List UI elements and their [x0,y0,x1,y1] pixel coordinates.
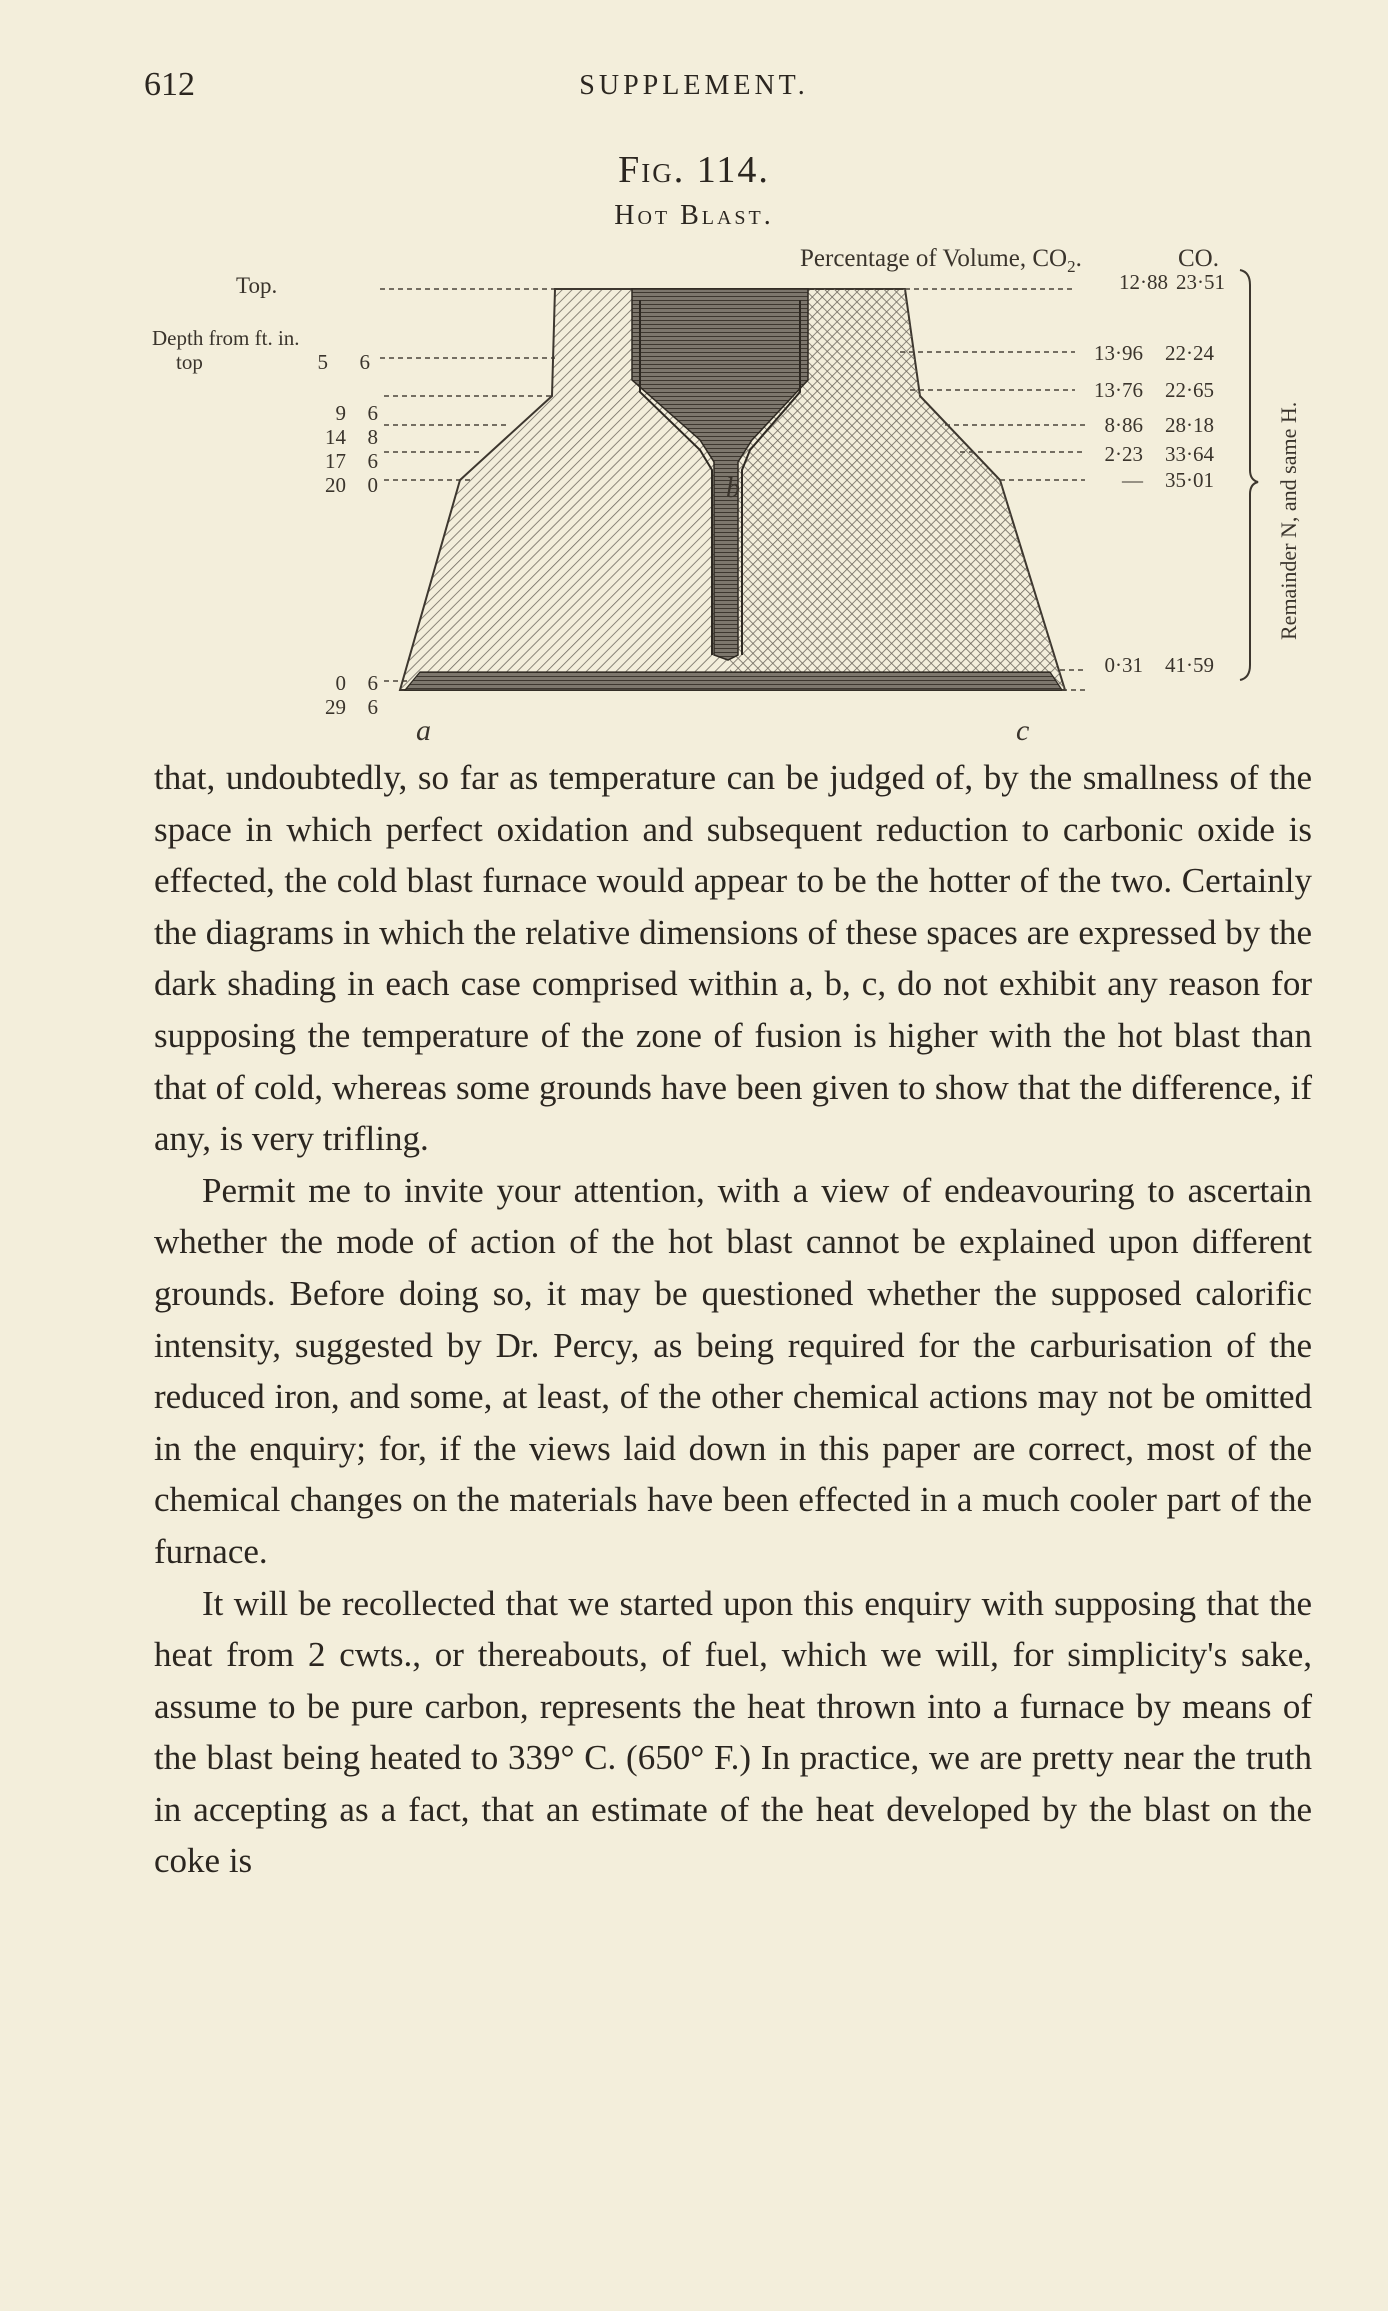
depth-ft: 20 [325,473,346,497]
top-label: Top. [236,273,278,298]
depth-label: Depth from ft. in. [152,326,300,350]
depth-in: 8 [367,425,378,449]
depth-in: 0 [367,473,378,497]
depth-ft: 17 [325,449,346,473]
reading-co2: 0·31 [1104,653,1143,677]
readings [1094,270,1225,677]
body-text [154,752,1312,1887]
reading-co: 35·01 [1165,468,1214,492]
letter-b: b [726,473,740,504]
figure-subtitle: Hot Blast. [614,200,774,231]
reading-co2: 13·76 [1094,378,1143,402]
side-label: Remainder N, and same H. [1276,401,1301,640]
letter-a: a [416,714,431,745]
running-head: SUPPLEMENT. [579,70,809,101]
right-brace [1240,270,1258,680]
depth-in: 6 [367,401,378,425]
reading-co2: 12·88 [1119,270,1168,294]
paragraph: It will be recollected that we started upon this enquiry with supposing that the heat from 2 cwts., or thereabouts, of fuel, which we will, for simplicity's sake, assume to be pure carbon, represents the heat thrown into a furnace by means of the blast being heated to 339° C. (650° F.) In practice, we are pretty near the truth in accepting as a fact, that an estimate of the heat developed by the blast on the coke is [154,1583,1312,1881]
depth-values [318,350,379,719]
depth-in: 6 [367,449,378,473]
column-header-co: CO. [1178,245,1219,272]
depth-label-top: top [176,350,203,374]
letter-c: c [1016,714,1030,745]
reading-co: 22·65 [1165,378,1214,402]
depth-ft: 5 [317,350,328,374]
reading-co2: 2·23 [1104,442,1143,466]
paragraph: that, undoubtedly, so far as temperature can be judged of, by the smallness of the space in which perfect oxidation and subsequent reduction to carbonic oxide is effected, the cold blast furnace would appear to be the hotter of the two. Certainly the diagrams in which the relative dimensions of these spaces are expressed by the dark shading in each case comprised within a, b, c, do not exhibit any reason for supposing the temperature of the zone of fusion is higher with the hot blast than that of cold, whereas some grounds have been given to show that the difference, if any, is very trifling. [154,758,1312,1159]
depth-in: 6 [367,671,378,695]
depth-in: 6 [359,350,370,374]
reading-co: 22·24 [1165,341,1214,365]
reading-co2: — [1122,468,1143,492]
depth-in: 6 [367,695,378,719]
reading-co2: 13·96 [1094,341,1143,365]
reading-co: 28·18 [1165,413,1214,437]
figure-title: Fig. 114. [618,149,770,191]
depth-ft: 14 [325,425,346,449]
column-header-co2: Percentage of Volume, $CO_2$. [800,245,1082,276]
reading-co: 23·51 [1176,270,1225,294]
reading-co: 41·59 [1165,653,1214,677]
reading-co2: 8·86 [1104,413,1143,437]
depth-ft: 0 [335,671,346,695]
reading-co: 33·64 [1165,442,1214,466]
paragraph: Permit me to invite your attention, with a view of endeavouring to ascertain whether the mode of action of the hot blast cannot be explained upon different grounds. Before doing so, it may be questioned whether the supposed calorific intensity, suggested by Dr. Percy, as being required for the carburisation of the reduced iron, and some, at least, of the other chemical actions may not be omitted in the enquiry; for, if the views laid down in this paper are correct, most of the chemical changes on the materials have been effected in a much cooler part of the furnace. [154,1170,1312,1571]
depth-ft: 29 [325,695,346,719]
depth-ft: 9 [335,401,346,425]
furnace-diagram [0,0,1388,745]
page-number: 612 [144,66,195,103]
